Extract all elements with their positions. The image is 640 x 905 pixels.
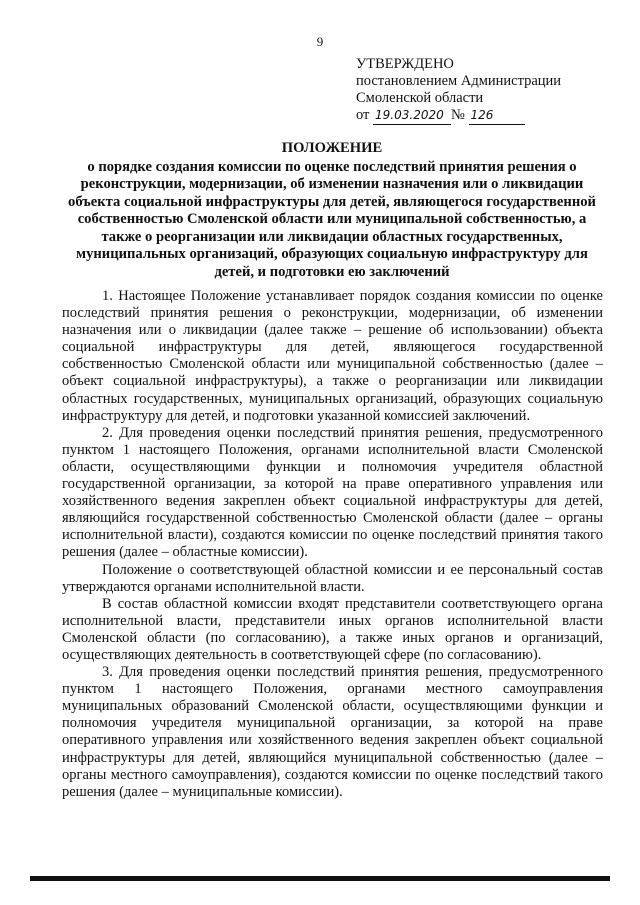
bottom-rule xyxy=(30,876,610,881)
paragraph-5: 3. Для проведения оценки последствий принятия решения, предусмотренного пунктом 1 настоящего Положения, органами местного самоуправления муниципальных образований Смоленской области, осуществляющими функции и полномочия учредителя муниципальной организации, за которой на праве оперативного управления или хозяйственного ведения закреплен объект социальной инфраструктуры для детей, являющийся муниципальной собственностью (далее – органы местного самоуправления), создаются комиссии по оценке последствий такого решения (далее – муниципальные комиссии). xyxy=(62,664,603,800)
document-title-block xyxy=(62,140,602,281)
approval-number: 126 xyxy=(469,107,525,125)
document-body xyxy=(62,288,603,801)
approval-date-number-line xyxy=(356,107,561,125)
approval-date: 19.03.2020 xyxy=(373,107,451,125)
document-title: ПОЛОЖЕНИЕ xyxy=(281,140,383,156)
approval-line-2: Смоленской области xyxy=(356,90,484,106)
paragraph-3: Положение о соответствующей областной комиссии и ее персональный состав утверждаются органами исполнительной власти. xyxy=(62,561,603,595)
number-label: № xyxy=(451,107,465,123)
page-number: 9 xyxy=(316,34,324,49)
from-label: от xyxy=(356,107,370,123)
paragraph-4: В состав областной комиссии входят представители соответствующего органа исполнительной власти, представители иных органов исполнительной власти Смоленской области (по согласованию), а также иных органов и организаций, осуществляющих деятельность в соответствующей сфере (по согласованию). xyxy=(62,595,603,663)
paragraph-1: 1. Настоящее Положение устанавливает порядок создания комиссии по оценке последствий принятия решения о реконструкции, модернизации, об изменении назначения или о ликвидации (далее также – решение об использовании) объекта социальной инфраструктуры для детей, являющегося государственной собственностью Смоленской области или муниципальной собственностью (далее – объект социальной инфраструктуры), а также о реорганизации или ликвидации областных государственных, муниципальных организаций, образующих социальную инфраструктуру для детей, и подготовки указанной комиссией заключений. xyxy=(62,288,603,424)
approval-stamp xyxy=(356,56,561,125)
paragraph-2: 2. Для проведения оценки последствий принятия решения, предусмотренного пунктом 1 настоящего Положения, органами исполнительной власти Смоленской области, осуществляющими функции и полномочия учредителя областной государственной организации, за которой на праве оперативного управления или хозяйственного ведения закреплен объект социальной инфраструктуры для детей, являющийся государственной собственностью Смоленской области (далее – органы исполнительной власти), создаются комиссии по оценке последствий принятия такого решения (далее – областные комиссии). xyxy=(62,424,603,561)
document-subtitle: о порядке создания комиссии по оценке последствий принятия решения о реконструкции, модернизации, об изменении назначения или о ликвидации объекта социальной инфраструктуры для детей, являющегося государственной собственностью Смоленской области или муниципальной собственностью, а также о реорганизации или ликвидации областных государственных, муниципальных организаций, образующих социальную инфраструктуру для детей, и подготовки ею заключений xyxy=(68,158,596,280)
approval-line-1: постановлением Администрации xyxy=(356,73,562,89)
approval-heading: УТВЕРЖДЕНО xyxy=(356,56,454,72)
